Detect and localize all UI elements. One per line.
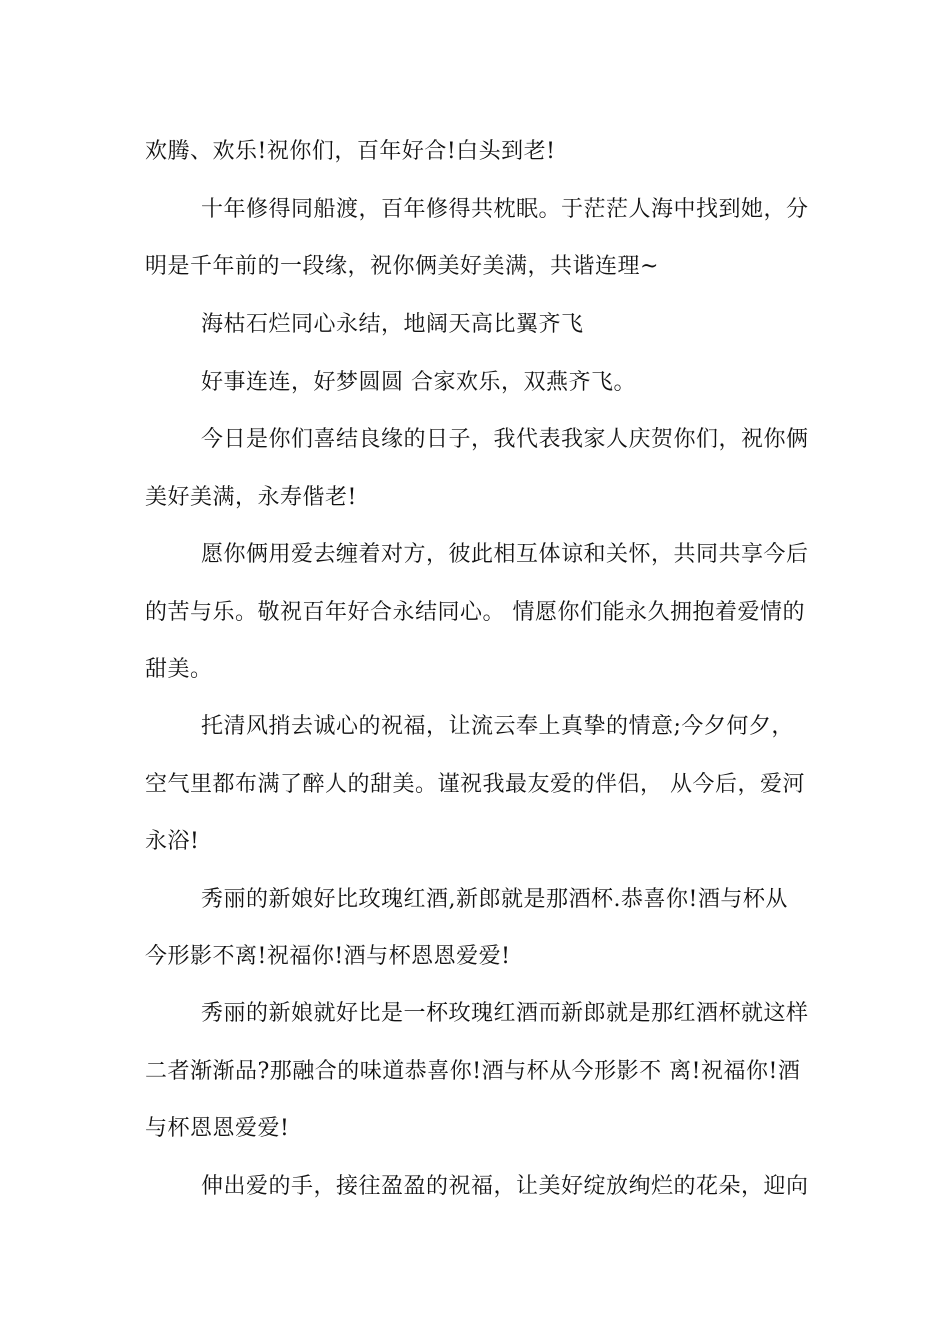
text-line: 永浴! xyxy=(145,829,200,854)
text-line: 的苦与乐。敬祝百年好合永结同心。 情愿你们能永久拥抱着爱情的 xyxy=(145,600,805,625)
paragraph-first-line: 十年修得同船渡，百年修得共枕眠。于茫茫人海中找到她，分 xyxy=(201,197,809,222)
text-line: 欢腾、欢乐!祝你们，百年好合!白头到老! xyxy=(145,139,556,164)
paragraph-first-line: 伸出爱的手，接往盈盈的祝福，让美好绽放绚烂的花朵，迎向 xyxy=(201,1174,809,1199)
paragraph-first-line: 愿你俩用爱去缠着对方，彼此相互体谅和关怀，共同共享今后 xyxy=(201,542,809,567)
text-line: 空气里都布满了醉人的甜美。谨祝我最友爱的伴侣， 从今后，爱河 xyxy=(145,772,805,797)
text-line: 明是千年前的一段缘，祝你俩美好美满，共谐连理~ xyxy=(145,254,659,279)
text-line: 与杯恩恩爱爱! xyxy=(145,1116,290,1141)
paragraph-first-line: 秀丽的新娘就好比是一杯玫瑰红酒而新郎就是那红酒杯就这样 xyxy=(201,1001,809,1026)
paragraph-first-line: 托清风捎去诚心的祝福，让流云奉上真挚的情意;今夕何夕， xyxy=(201,714,794,739)
text-line: 甜美。 xyxy=(145,657,213,682)
text-line: 今形影不离!祝福你!酒与杯恩恩爱爱! xyxy=(145,944,511,969)
paragraph-first-line: 今日是你们喜结良缘的日子，我代表我家人庆贺你们，祝你俩 xyxy=(201,427,809,452)
paragraph-first-line: 好事连连，好梦圆圆 合家欢乐，双燕齐飞。 xyxy=(201,370,636,395)
text-line: 美好美满，永寿偕老! xyxy=(145,485,357,510)
paragraph-first-line: 海枯石烂同心永结，地阔天高比翼齐飞 xyxy=(201,312,584,337)
paragraph-first-line: 秀丽的新娘好比玫瑰红酒,新郎就是那酒杯.恭喜你!酒与杯从 xyxy=(201,887,788,912)
text-line: 二者渐渐品?那融合的味道恭喜你!酒与杯从今形影不 离!祝福你!酒 xyxy=(145,1059,801,1084)
